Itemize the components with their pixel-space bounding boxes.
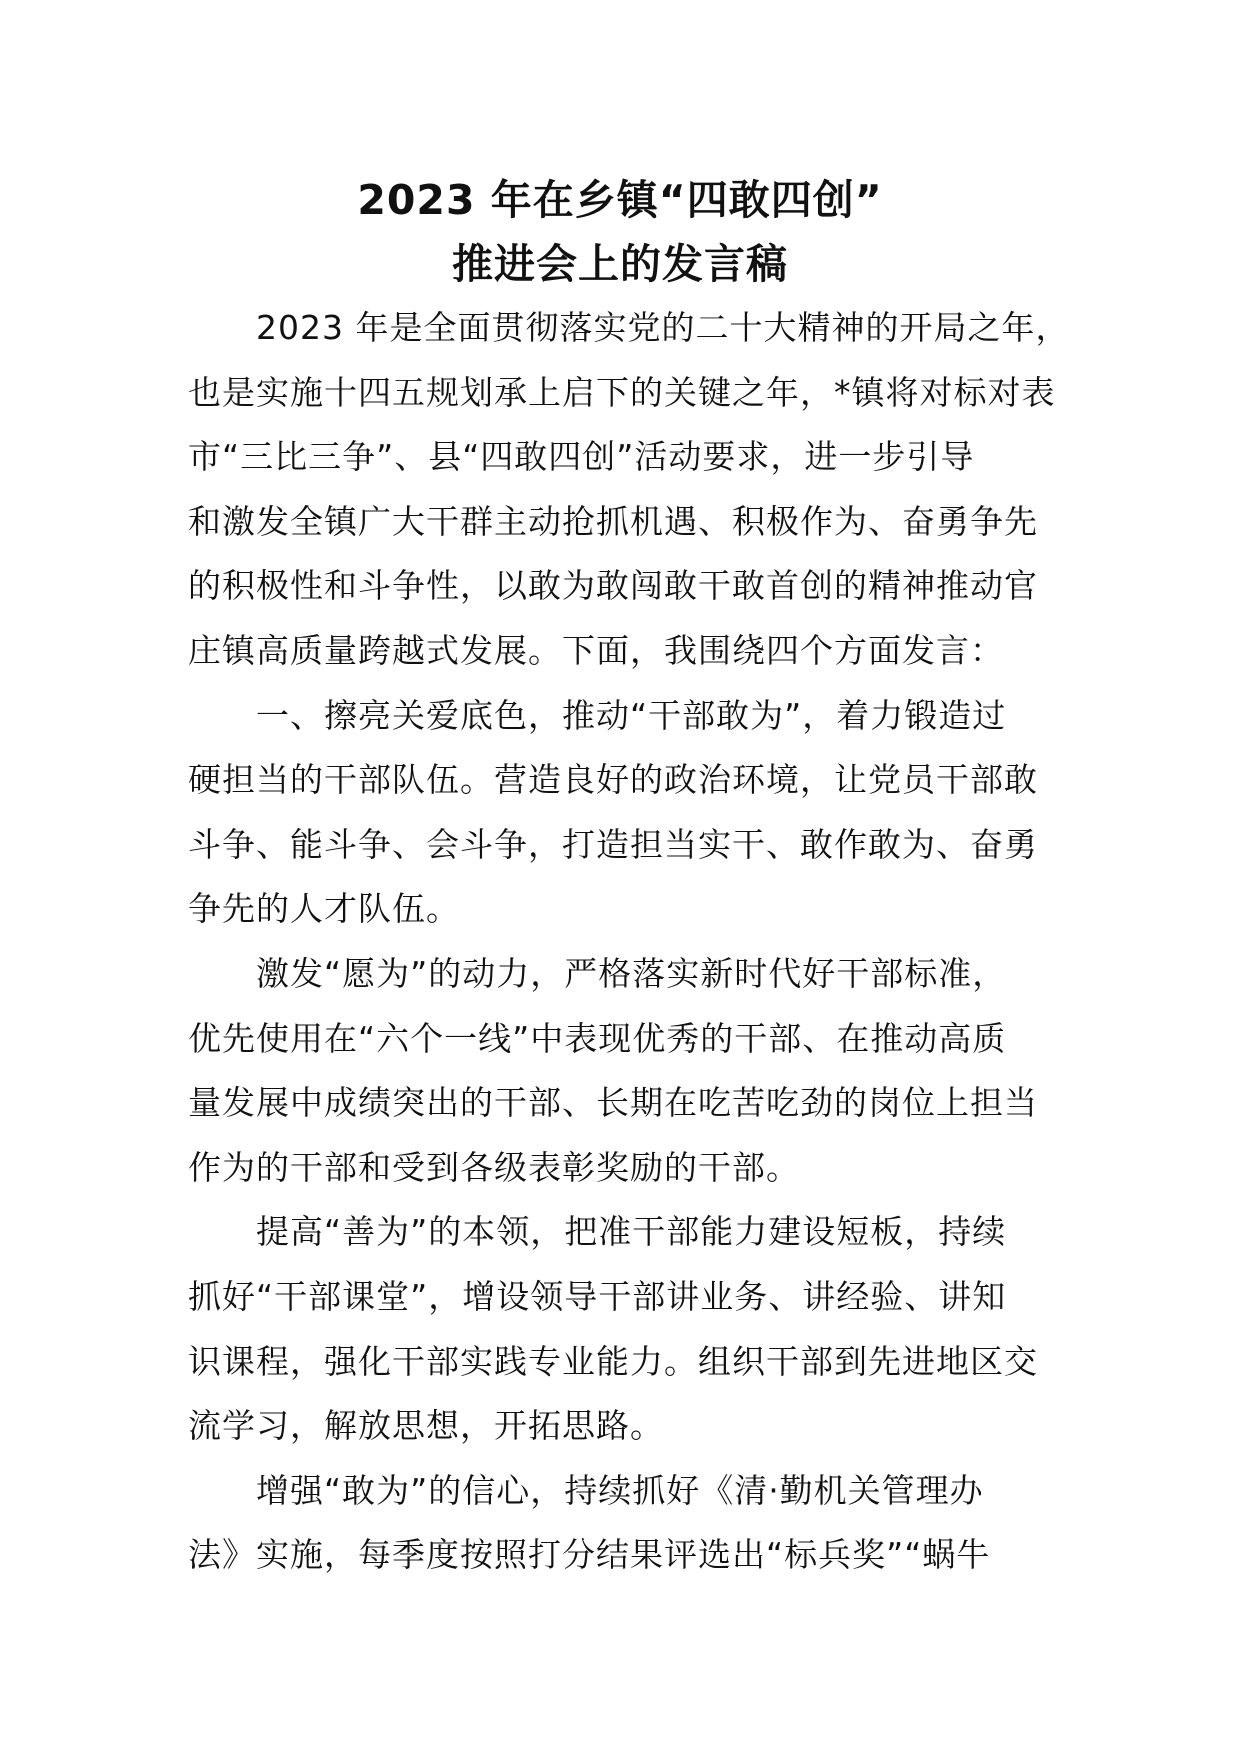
- paragraph-3-line: 激发“愿为”的动力，严格落实新时代好干部标准，: [256, 953, 1007, 993]
- paragraph-2-line: 斗争、能斗争、会斗争，打造担当实干、敢作敢为、奋勇: [188, 824, 1038, 864]
- paragraph-1-line: 2023 年是全面贯彻落实党的二十大精神的开局之年，: [256, 308, 1070, 347]
- paragraph-4-line: 流学习，解放思想，开拓思路。: [188, 1406, 664, 1446]
- paragraph-5-line: 法》实施，每季度按照打分结果评选出“标兵奖”“蜗牛: [188, 1535, 991, 1575]
- paragraph-4-line: 提高“善为”的本领，把准干部能力建设短板，持续: [256, 1212, 1007, 1252]
- title-line-1: 2023 年在乡镇“四敢四创”: [357, 176, 883, 224]
- paragraph-3-line: 优先使用在“六个一线”中表现优秀的干部、在推动高质: [188, 1018, 1007, 1058]
- paragraph-1-line: 市“三比三争”、县“四敢四创”活动要求，进一步引导: [188, 437, 975, 477]
- paragraph-2-line: 争先的人才队伍。: [188, 889, 460, 929]
- paragraph-3-line: 量发展中成绩突出的干部、长期在吃苦吃劲的岗位上担当: [188, 1083, 1038, 1123]
- paragraph-1-line: 庄镇高质量跨越式发展。下面，我围绕四个方面发言：: [188, 630, 1004, 670]
- document-title: [188, 168, 1052, 296]
- paragraph-1-line: 和激发全镇广大干群主动抢抓机遇、积极作为、奋勇争先: [188, 501, 1038, 541]
- title-line-2: 推进会上的发言稿: [452, 240, 788, 288]
- paragraph-2-line: 硬担当的干部队伍。营造良好的政治环境，让党员干部敢: [188, 760, 1038, 800]
- paragraph-3-line: 作为的干部和受到各级表彰奖励的干部。: [188, 1147, 800, 1187]
- paragraph-1-line: 的积极性和斗争性，以敢为敢闯敢干敢首创的精神推动官: [188, 566, 1038, 606]
- paragraph-4-line: 识课程，强化干部实践专业能力。组织干部到先进地区交: [188, 1341, 1038, 1381]
- document-body: [188, 296, 1070, 1588]
- paragraph-1-line: 也是实施十四五规划承上启下的关键之年，*镇将对标对表: [188, 372, 1056, 412]
- paragraph-5-line: 增强“敢为”的信心，持续抓好《清·勤机关管理办: [256, 1470, 984, 1510]
- paragraph-4-line: 抓好“干部课堂”，增设领导干部讲业务、讲经验、讲知: [188, 1276, 1007, 1316]
- paragraph-2-line: 一、擦亮关爱底色，推动“干部敢为”，着力锻造过: [256, 695, 1007, 735]
